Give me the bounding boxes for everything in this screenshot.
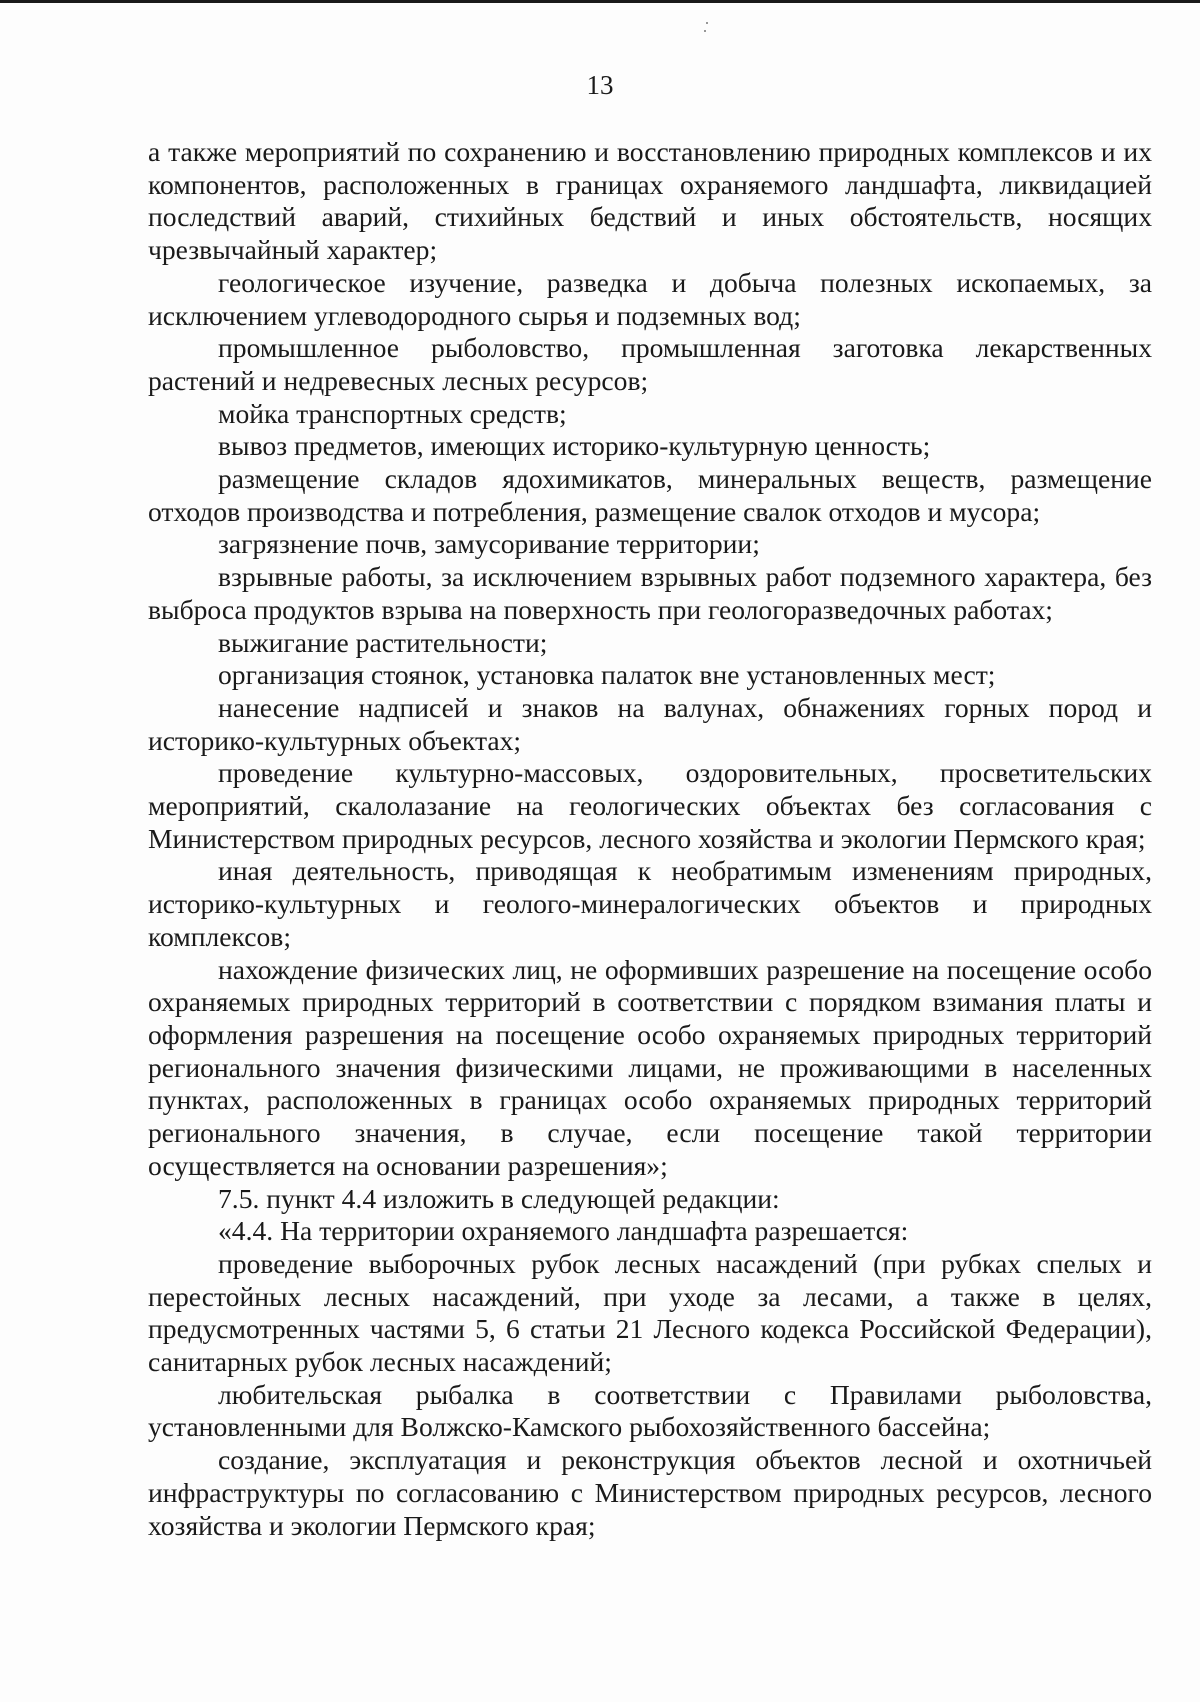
paragraph: проведение культурно-массовых, оздоровительных, просветительских мероприятий, скалолазание на геологических объектах без согласования с Министерством природных ресурсов, лесного хозяйства и экологии Пермского края; xyxy=(148,757,1152,854)
page-top-edge xyxy=(0,0,1200,3)
paragraph: а также мероприятий по сохранению и восстановлению природных комплексов и их компонентов, расположенных в границах охраняемого ландшафта, ликвидацией последствий аварий, стихийных бедствий и иных обстоятельств, носящих чрезвычайный характер; xyxy=(148,136,1152,266)
paragraph: загрязнение почв, замусоривание территории; xyxy=(218,528,760,560)
paragraph: 7.5. пункт 4.4 изложить в следующей редакции: xyxy=(218,1182,780,1214)
paragraph: взрывные работы, за исключением взрывных работ подземного характера, без выброса продуктов взрыва на поверхность при геологоразведочных работах; xyxy=(148,561,1152,625)
page-number: 13 xyxy=(586,70,614,100)
scan-speck xyxy=(706,22,708,24)
paragraph: промышленное рыболовство, промышленная заготовка лекарственных растений и недревесных лесных ресурсов; xyxy=(148,332,1152,396)
scan-speck xyxy=(704,30,706,32)
paragraph: геологическое изучение, разведка и добыча полезных ископаемых, за исключением углеводородного сырья и подземных вод; xyxy=(148,266,1152,331)
paragraph: мойка транспортных средств; xyxy=(218,397,567,429)
paragraph: выжигание растительности; xyxy=(218,626,548,658)
paragraph: «4.4. На территории охраняемого ландшафта разрешается: xyxy=(218,1215,909,1247)
paragraph: проведение выборочных рубок лесных насаждений (при рубках спелых и перестойных лесных насаждений, при уходе за лесами, а также в целях, предусмотренных частями 5, 6 статьи 21 Лесного кодекса Российской Федерации), санитарных рубок лесных насаждений; xyxy=(148,1247,1152,1378)
paragraph: иная деятельность, приводящая к необратимым изменениям природных, историко-культурных и геолого-минералогических объектов и природных комплексов; xyxy=(148,855,1152,952)
paragraph: нахождение физических лиц, не оформивших разрешение на посещение особо охраняемых природных территорий в соответствии с порядком взимания платы и оформления разрешения на посещение особо охраняемых природных территорий регионального значения физическими лицами, не проживающими в населенных пунктах, расположенных в границах особо охраняемых природных территорий регионального значения, в случае, если посещение такой территории осуществляется на основании разрешения»; xyxy=(148,953,1152,1181)
paragraph: нанесение надписей и знаков на валунах, обнажениях горных пород и историко-культурных объектах; xyxy=(148,691,1152,756)
paragraph: вывоз предметов, имеющих историко-культурную ценность; xyxy=(218,430,931,462)
paragraph: любительская рыбалка в соответствии с Правилами рыболовства, установленными для Волжско-Камского рыбохозяйственного бассейна; xyxy=(148,1378,1152,1443)
document-body xyxy=(148,136,1152,1542)
paragraph: создание, эксплуатация и реконструкция объектов лесной и охотничьей инфраструктуры по согласованию с Министерством природных ресурсов, лесного хозяйства и экологии Пермского края; xyxy=(148,1444,1152,1541)
paragraph: организация стоянок, установка палаток вне установленных мест; xyxy=(218,659,996,691)
paragraph: размещение складов ядохимикатов, минеральных веществ, размещение отходов производства и потребления, размещение свалок отходов и мусора; xyxy=(148,463,1152,527)
